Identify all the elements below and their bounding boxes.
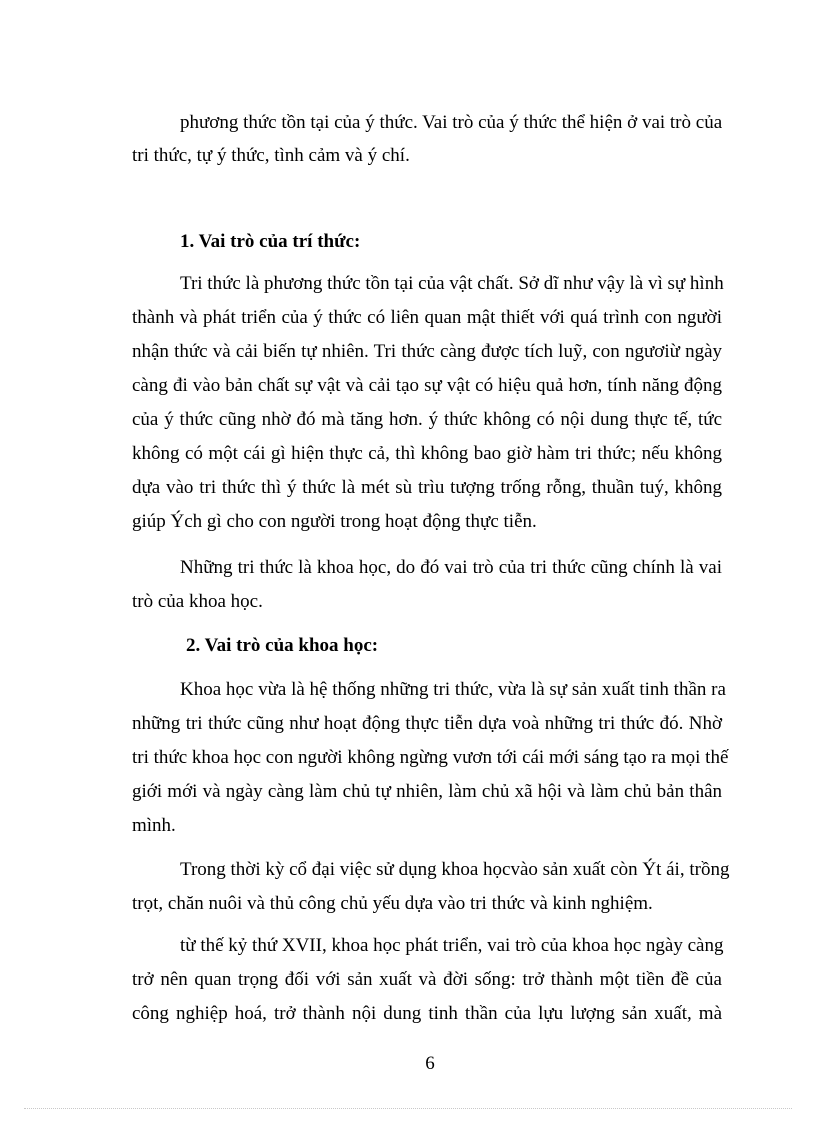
text-line: phương thức tồn tại của ý thức. Vai trò của ý thức thể hiện ở vai trò của <box>180 112 723 133</box>
text-line: từ thế kỷ thứ XVII, khoa học phát triển, vai trò của khoa học ngày càng <box>180 935 724 956</box>
text-line: trở nên quan trọng đối với sản xuất và đời sống: trở thành một tiền đề của <box>132 969 722 990</box>
section-heading: 1. Vai trò của trí thức: <box>180 231 361 252</box>
text-line: nhận thức và cải biến tự nhiên. Tri thức càng được tích luỹ, con ngươiừ ngày <box>132 341 722 362</box>
text-line: Những tri thức là khoa học, do đó vai trò của tri thức cũng chính là vai <box>180 557 722 578</box>
section-heading: 2. Vai trò của khoa học: <box>186 635 379 656</box>
text-line: tri thức khoa học con người không ngừng vươn tới cái mới sáng tạo ra mọi thế <box>132 747 729 768</box>
text-line: Trong thời kỳ cổ đại việc sử dụng khoa họcvào sản xuất còn Ýt ái, trồng <box>180 859 730 880</box>
text-line: thành và phát triển của ý thức có liên quan mật thiết với quá trình con người <box>132 307 722 328</box>
page-number: 6 <box>425 1053 435 1074</box>
page-bottom-border <box>24 1108 792 1109</box>
text-line: trọt, chăn nuôi và thủ công chủ yếu dựa vào tri thức và kinh nghiệm. <box>132 893 653 914</box>
text-line: càng đi vào bản chất sự vật và cải tạo sự vật có hiệu quả hơn, tính năng động <box>132 375 722 396</box>
text-line: của ý thức cũng nhờ đó mà tăng hơn. ý thức không có nội dung thực tế, tức <box>132 409 722 430</box>
text-line: Tri thức là phương thức tồn tại của vật chất. Sở dĩ như vậy là vì sự hình <box>180 273 724 294</box>
text-line: không có một cái gì hiện thực cả, thì không bao giờ hàm tri thức; nếu không <box>132 443 722 464</box>
text-line: dựa vào tri thức thì ý thức là mét sù trìu tượng trống rỗng, thuần tuý, không <box>132 477 722 498</box>
text-line: trò của khoa học. <box>132 591 263 612</box>
text-line: công nghiệp hoá, trở thành nội dung tinh thần của lựu lượng sản xuất, mà <box>132 1003 722 1024</box>
text-line: mình. <box>132 815 176 836</box>
text-line: giúp Ých gì cho con người trong hoạt động thực tiễn. <box>132 511 537 532</box>
text-line: những tri thức cũng như hoạt động thực tiễn dựa voà những tri thức đó. Nhờ <box>132 713 722 734</box>
text-line: giới mới và ngày càng làm chủ tự nhiên, làm chủ xã hội và làm chủ bản thân <box>132 781 722 802</box>
text-line: Khoa học vừa là hệ thống những tri thức, vừa là sự sản xuất tinh thần ra <box>180 679 726 700</box>
text-line: tri thức, tự ý thức, tình cảm và ý chí. <box>132 145 410 166</box>
